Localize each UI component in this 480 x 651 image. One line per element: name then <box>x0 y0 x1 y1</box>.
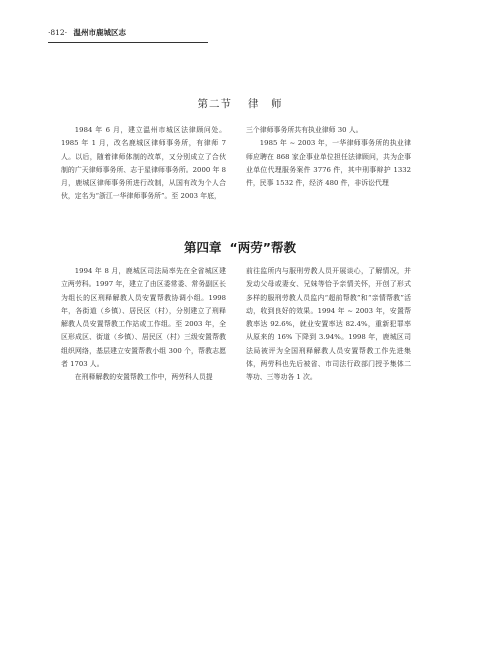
chapter-title <box>0 238 480 256</box>
running-header <box>48 27 126 38</box>
paragraph: 1994 年 8 月，鹿城区司法局率先在全省城区建立两劳科。1997 年，建立了由区委常委、常务副区长为组长的区刑释解教人员安置帮教协调小组。1998 年，各街道（乡镇）、居民区（村），分别建立了刑释解教人员安置帮教工作站或工作组。至 2003 年，全区形成区、街道（乡镇）、居民区（村）三级安置帮教组织网络，基层建立安置帮教小组 300 个，帮教志愿者 1703 人。 <box>61 267 226 369</box>
chapter-left-column <box>61 265 226 385</box>
chapter-number: 第四章 <box>184 240 222 255</box>
section-left-column <box>61 124 226 204</box>
book-title: 温州市鹿城区志 <box>73 28 126 37</box>
section-name: 律 师 <box>248 98 283 110</box>
section-right-column <box>246 124 411 190</box>
paragraph: 三个律师事务所共有执业律师 30 人。 <box>246 126 363 134</box>
chapter-name: “两劳”帮教 <box>229 240 296 255</box>
paragraph: 1984 年 6 月，建立温州市城区法律顾问处。1985 年 1 月，改名鹿城区律师事务所，有律师 7 人。以后，随着律师体制的改革，又分别成立了合伙制的广天律师事务所、志于星律师事务所。2000 年 8 月，鹿城区律师事务所进行改制，从国有改为个人合伙，定名为“浙江一华律师事务所”。至 2003 年底， <box>61 126 226 201</box>
header-rule <box>48 42 208 43</box>
paragraph: 在刑释解教的安置帮教工作中，两劳科人员提 <box>74 373 213 382</box>
section-title <box>0 96 480 111</box>
paragraph: 1985 年 ~ 2003 年，一华律师事务所的执业律师应聘在 868 家企事业单位担任法律顾问，共为企事业单位代理服务案件 3776 件，其中刑事辩护 1332 件，民事 1532 件，经济 480 件，非诉讼代理 <box>246 139 411 188</box>
page-number: ·812· <box>48 28 68 37</box>
chapter-right-column <box>246 265 411 385</box>
section-number: 第二节 <box>197 98 232 110</box>
paragraph: 前往监所内与服刑劳教人员开展谈心，了解情况，并发动父母或妻女、兄妹等恰予亲情关怀，开创了形式多样的服刑劳教人员监内“超前帮教”和“亲情帮教”活动，收到良好的效果。1994 年 ~ 2003 年，安置帮教率达 92.6%，就业安置率达 82.4%，重新犯罪率从原来的 16% 下降到 3.94%。1998 年，鹿城区司法局被评为全国刑释解教人员安置帮教工作先进集体，两劳科也先后被省、市司法行政部门授予集体二等功、三等功各 1 次。 <box>246 267 411 382</box>
